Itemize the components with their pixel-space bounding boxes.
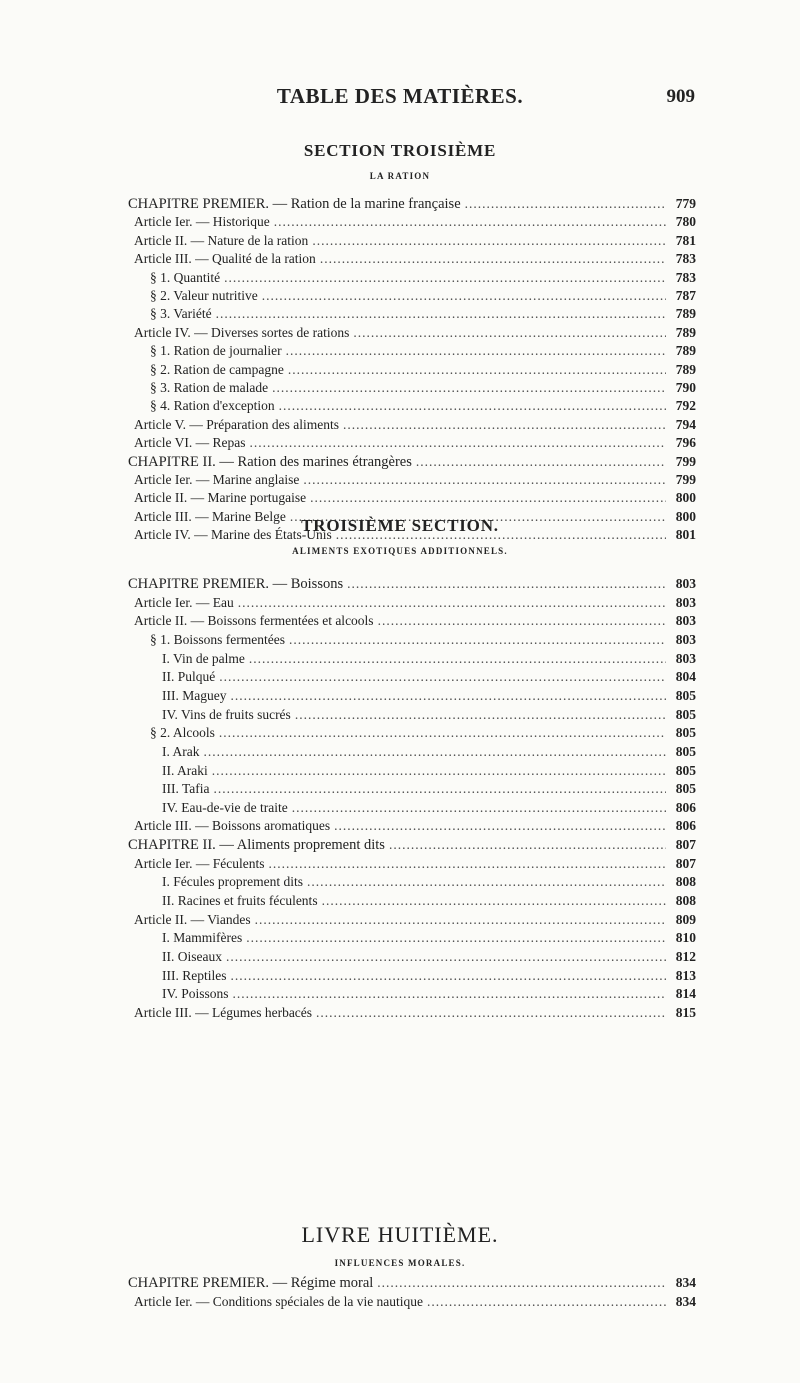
toc-entry-label: § 1. Quantité <box>150 269 221 285</box>
toc-entry-label: Article III. — Qualité de la ration <box>134 251 316 267</box>
toc-entry-page: 808 <box>675 893 696 909</box>
toc-entry-page: 834 <box>675 1294 696 1309</box>
toc-entry <box>128 576 696 596</box>
section-subtitle-aliments: ALIMENTS EXOTIQUES ADDITIONNELS. <box>292 546 508 556</box>
toc-entry <box>162 930 696 950</box>
toc-entry-label: Article VI. — Repas <box>134 435 246 451</box>
toc-entry-label: II. Oiseaux <box>162 949 222 964</box>
toc-entry-page: 805 <box>675 725 696 741</box>
toc-entry <box>150 306 696 326</box>
toc-entry-page: 803 <box>675 631 696 647</box>
toc-entry <box>162 781 696 801</box>
toc-entry-label: CHAPITRE II. — Aliments proprement dits <box>128 837 385 854</box>
toc-entry <box>150 380 696 400</box>
toc-entry <box>162 688 696 708</box>
toc-entry-label: Article Ier. — Féculents <box>134 855 265 871</box>
toc-entry <box>134 325 696 345</box>
dot-leader <box>214 781 666 797</box>
toc-entry-label: III. Maguey <box>162 687 227 703</box>
toc-entry-page: 803 <box>675 576 696 591</box>
toc-entry-label: I. Mammifères <box>162 930 243 946</box>
toc-entry-label: § 2. Valeur nutritive <box>150 288 258 303</box>
toc-entry-page: 805 <box>675 706 696 722</box>
toc-entry-page: 781 <box>675 232 696 248</box>
toc-entry-page: 803 <box>675 594 696 610</box>
toc-entry <box>150 288 696 308</box>
dot-leader <box>238 595 666 611</box>
toc-entry-label: Article IV. — Marine des États-Unis <box>134 527 332 543</box>
toc-entry <box>134 818 696 838</box>
toc-entry <box>162 707 696 727</box>
toc-entry <box>162 763 696 783</box>
dot-leader <box>343 417 666 433</box>
toc-entry <box>150 362 696 382</box>
dot-leader <box>353 325 666 341</box>
dot-leader <box>320 251 666 267</box>
toc-entry-label: § 1. Boissons fermentées <box>150 631 285 647</box>
toc-entry <box>128 837 696 857</box>
toc-entry-page: 806 <box>675 818 696 834</box>
dot-leader <box>272 380 666 396</box>
toc-entry-page: 792 <box>675 398 696 414</box>
toc-entry-page: 796 <box>675 435 696 451</box>
toc-entry <box>162 744 696 764</box>
toc-entry-page: 783 <box>675 251 696 267</box>
book-heading <box>0 1222 800 1268</box>
dot-leader <box>378 613 666 629</box>
toc-entry-page: 812 <box>675 949 696 964</box>
toc-entry-label: Article Ier. — Conditions spéciales de la vie nautique <box>134 1294 424 1309</box>
toc-entry-label: Article Ier. — Eau <box>134 594 234 610</box>
toc-entry-page: 806 <box>675 799 696 815</box>
toc-entry <box>128 1275 696 1295</box>
section-title: SECTION TROISIÈME <box>303 141 497 160</box>
dot-leader <box>216 306 666 322</box>
toc-entry-page: 815 <box>675 1004 696 1020</box>
dot-leader <box>377 1275 666 1291</box>
book-title: LIVRE HUITIÈME. <box>301 1222 499 1247</box>
section-title-aliments: TROISIÈME SECTION. <box>301 516 499 535</box>
toc-entry-page: 787 <box>675 288 696 303</box>
toc-entry <box>162 669 696 689</box>
toc-entry-page: 805 <box>675 743 696 759</box>
toc-entry-label: II. Racines et fruits féculents <box>162 893 318 909</box>
toc-entry-label: II. Pulqué <box>162 669 216 685</box>
dot-leader <box>289 632 666 648</box>
toc-entry <box>162 986 696 1006</box>
toc-entry <box>134 856 696 876</box>
toc-entry <box>162 874 696 894</box>
toc-entry-label: Article II. — Marine portugaise <box>134 490 307 506</box>
toc-entry <box>134 490 696 510</box>
dot-leader <box>279 398 666 414</box>
toc-entry-label: CHAPITRE PREMIER. — Ration de la marine française <box>128 196 461 212</box>
running-title: TABLE DES MATIÈRES. <box>276 84 524 108</box>
toc-entry-label: Article Ier. — Marine anglaise <box>134 472 300 487</box>
toc-entry-label: CHAPITRE II. — Ration des marines étrangères <box>128 453 412 470</box>
toc-entry-label: § 3. Ration de malade <box>150 380 269 395</box>
toc-entry-label: Article III. — Légumes herbacés <box>134 1004 313 1020</box>
dot-leader <box>246 930 666 946</box>
dot-leader <box>316 1005 666 1021</box>
toc-entry <box>162 949 696 969</box>
dot-leader <box>292 800 666 816</box>
toc-entry-page: 789 <box>675 361 696 377</box>
toc-entry-page: 805 <box>675 687 696 703</box>
toc-entry-page: 803 <box>675 613 696 629</box>
running-header <box>0 84 800 114</box>
dot-leader <box>249 435 666 451</box>
toc-entry <box>134 233 696 253</box>
dot-leader <box>416 454 666 470</box>
toc-entry-page: 780 <box>675 214 696 230</box>
toc-entry-page: 810 <box>675 930 696 946</box>
section-subtitle: LA RATION <box>369 171 431 181</box>
toc-entry-label: CHAPITRE PREMIER. — Boissons <box>128 576 344 592</box>
toc-entry <box>134 595 696 615</box>
dot-leader <box>286 343 666 359</box>
toc-entry-page: 809 <box>675 911 696 927</box>
toc-entry <box>134 472 696 492</box>
toc-entry-page: 789 <box>675 306 696 322</box>
dot-leader <box>212 763 666 779</box>
dot-leader <box>312 233 666 249</box>
toc-entry-label: IV. Vins de fruits sucrés <box>162 706 291 722</box>
book-subtitle: INFLUENCES MORALES. <box>334 1258 466 1268</box>
dot-leader <box>230 968 666 984</box>
toc-entry <box>162 651 696 671</box>
toc-entry-page: 807 <box>675 855 696 871</box>
toc-entry <box>150 270 696 290</box>
toc-entry-page: 800 <box>675 490 696 506</box>
dot-leader <box>322 893 666 909</box>
dot-leader <box>274 214 666 230</box>
toc-entry <box>128 196 696 216</box>
toc-entry-page: 834 <box>675 1275 696 1290</box>
toc-entry-label: IV. Eau-de-vie de traite <box>162 799 288 815</box>
toc-entry-page: 804 <box>675 669 696 685</box>
toc-entry-page: 807 <box>675 837 696 853</box>
toc-entry-label: Article V. — Préparation des aliments <box>134 416 339 432</box>
dot-leader <box>262 288 666 304</box>
dot-leader <box>219 669 666 685</box>
toc-entry <box>134 251 696 271</box>
toc-entry-label: Article III. — Marine Belge <box>134 508 286 524</box>
toc-entry <box>162 968 696 988</box>
toc-entry-label: II. Araki <box>162 762 208 778</box>
toc-entry-label: Article II. — Nature de la ration <box>134 232 309 248</box>
toc-entry <box>134 613 696 633</box>
toc-entry-label: § 2. Alcools <box>150 725 215 741</box>
dot-leader <box>204 744 667 760</box>
dot-leader <box>219 725 666 741</box>
toc-entry-label: Article IV. — Diverses sortes de rations <box>134 324 350 340</box>
toc-entry-page: 805 <box>675 762 696 778</box>
dot-leader <box>427 1294 666 1310</box>
dot-leader <box>303 472 666 488</box>
toc-entry <box>134 1005 696 1025</box>
toc-entry <box>134 417 696 437</box>
toc-entry-label: § 4. Ration d'exception <box>150 398 275 414</box>
dot-leader <box>334 818 666 834</box>
toc-entry-page: 799 <box>675 472 696 487</box>
toc-entry-label: Article Ier. — Historique <box>134 214 270 230</box>
dot-leader <box>268 856 666 872</box>
toc-entry <box>134 214 696 234</box>
toc-entry-page: 808 <box>675 874 696 890</box>
toc-entry-page: 814 <box>675 986 696 1002</box>
toc-entry-page: 789 <box>675 343 696 359</box>
toc-entry <box>162 893 696 913</box>
toc-entry-label: III. Tafia <box>162 781 210 797</box>
dot-leader <box>230 688 666 704</box>
toc-entry-label: Article III. — Boissons aromatiques <box>134 818 331 834</box>
toc-entry-label: CHAPITRE PREMIER. — Régime moral <box>128 1275 374 1291</box>
toc-entry-page: 790 <box>675 380 696 395</box>
dot-leader <box>233 986 666 1002</box>
dot-leader <box>288 362 666 378</box>
toc-entry <box>150 725 696 745</box>
toc-entry-label: § 1. Ration de journalier <box>150 343 282 359</box>
toc-entry-page: 779 <box>675 196 696 211</box>
toc-entry-page: 800 <box>675 508 696 524</box>
dot-leader <box>226 949 666 965</box>
section-heading-aliments <box>0 516 800 556</box>
toc-entry <box>134 912 696 932</box>
toc-entry <box>134 1294 696 1314</box>
toc-entry-page: 803 <box>675 650 696 666</box>
toc-entry-page: 805 <box>675 781 696 797</box>
toc-entry <box>150 632 696 652</box>
dot-leader <box>224 270 666 286</box>
toc-entry-label: III. Reptiles <box>162 967 227 983</box>
dot-leader <box>389 837 666 853</box>
toc-entry <box>128 454 696 474</box>
toc-entry <box>134 435 696 455</box>
toc-entry <box>150 343 696 363</box>
toc-entry-label: § 3. Variété <box>150 306 212 322</box>
toc-entry-label: § 2. Ration de campagne <box>150 361 284 377</box>
toc-entry-page: 801 <box>675 527 696 543</box>
toc-entry-label: Article II. — Boissons fermentées et alcools <box>134 613 374 629</box>
section-heading <box>0 141 800 181</box>
toc-entry <box>150 398 696 418</box>
dot-leader <box>465 196 666 212</box>
toc-entry-label: Article II. — Viandes <box>134 911 251 927</box>
dot-leader <box>307 874 666 890</box>
toc-entry-label: I. Fécules proprement dits <box>162 874 303 890</box>
toc-entry-page: 813 <box>675 967 696 983</box>
toc-entry-page: 799 <box>675 453 696 469</box>
dot-leader <box>310 490 666 506</box>
toc-entry-page: 789 <box>675 324 696 340</box>
toc-entry-label: I. Arak <box>162 743 200 759</box>
toc-entry-label: IV. Poissons <box>162 986 229 1002</box>
dot-leader <box>347 576 666 592</box>
toc-entry <box>162 800 696 820</box>
dot-leader <box>295 707 666 723</box>
toc-entry-label: I. Vin de palme <box>162 650 245 666</box>
toc-entry-page: 794 <box>675 416 696 432</box>
dot-leader <box>255 912 666 928</box>
page-number: 909 <box>666 86 695 107</box>
dot-leader <box>249 651 666 667</box>
toc-entry-page: 783 <box>675 269 696 285</box>
